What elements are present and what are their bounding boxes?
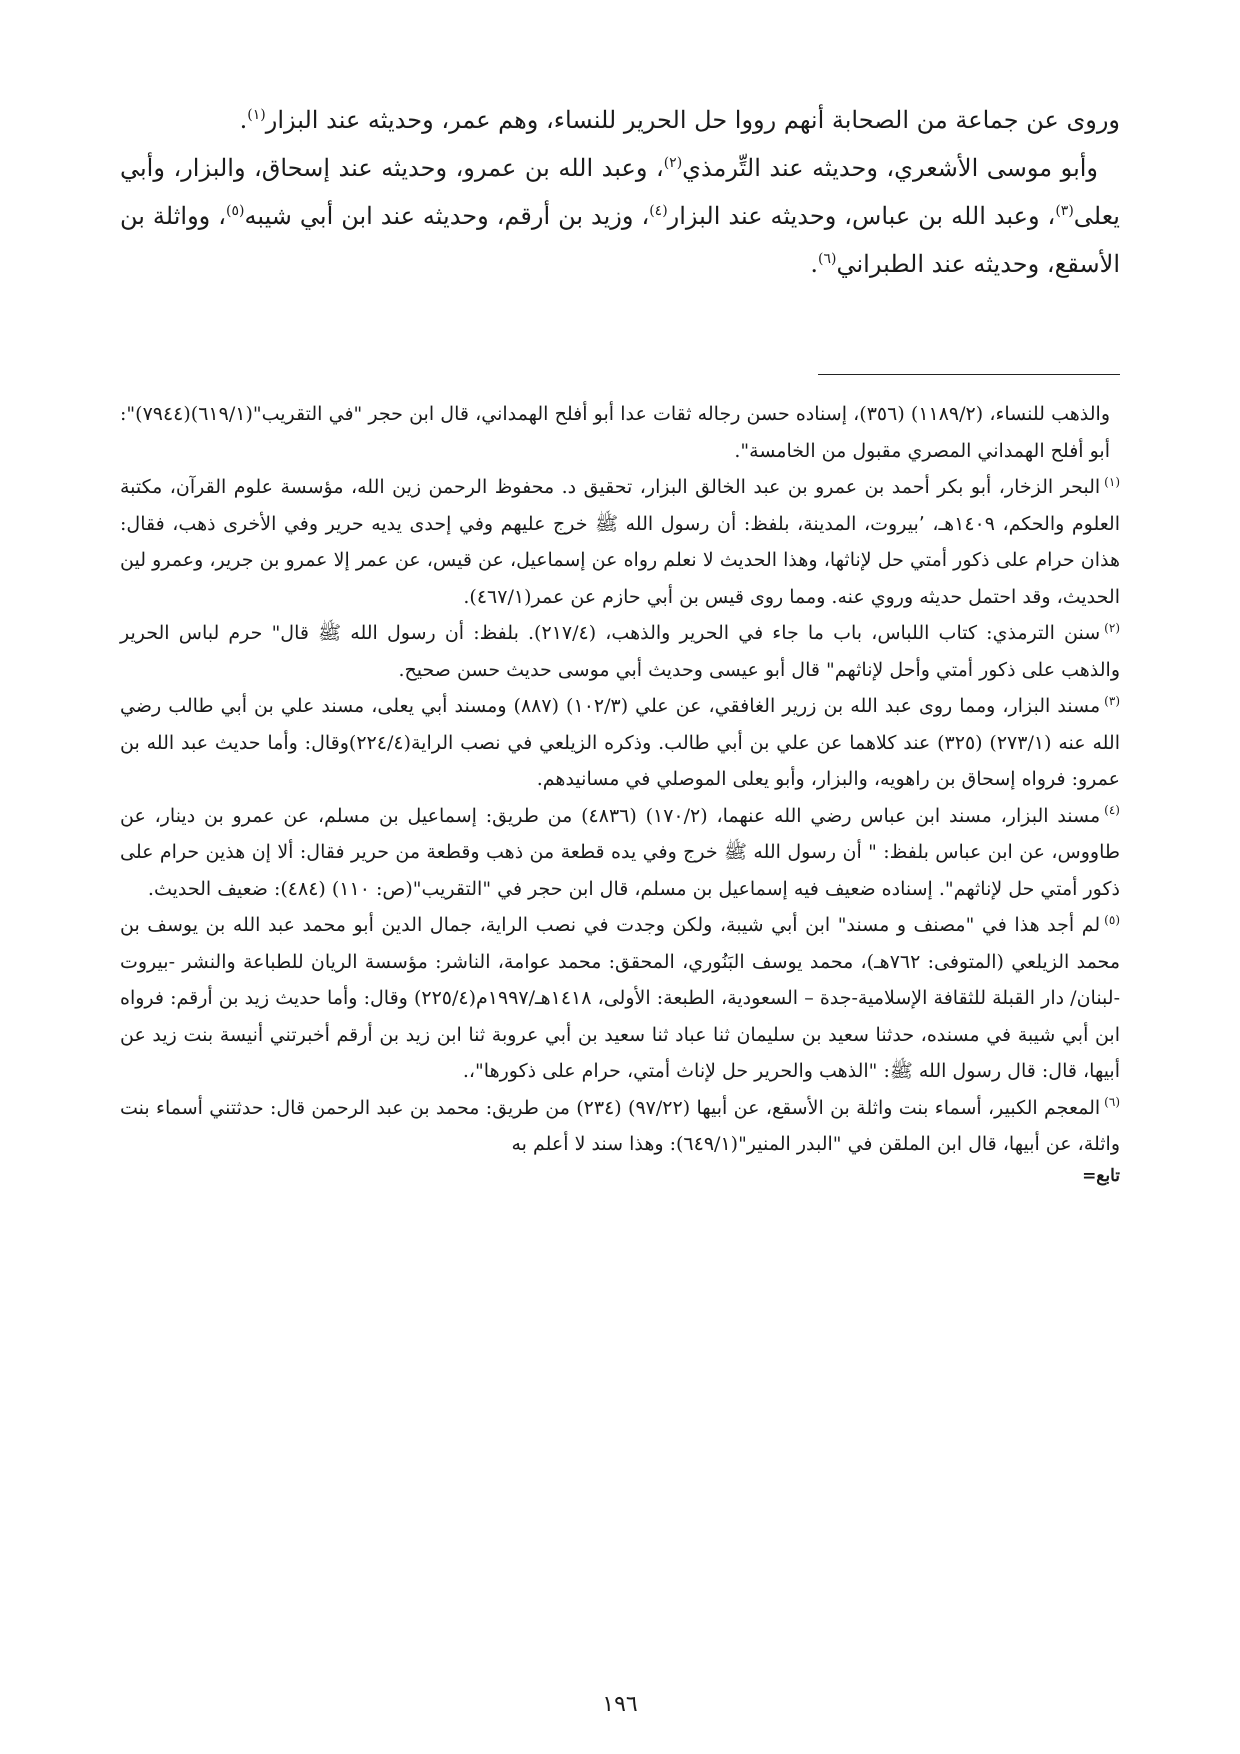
main-text-segment: ، وزيد بن أرقم، وحديثه عند ابن أبي شيبه xyxy=(244,202,650,230)
footnote-marker: (٦) xyxy=(1104,1095,1120,1110)
footnote-4 xyxy=(120,798,1120,908)
footnote-ref[interactable]: (٤) xyxy=(649,203,668,219)
main-text-segment: ، وعبد الله بن عباس، وحديثه عند البزار xyxy=(667,202,1056,230)
main-text-segment: . xyxy=(810,250,819,278)
main-text-segment: . xyxy=(239,106,248,134)
footnotes-section xyxy=(120,396,1120,1189)
document-page xyxy=(120,96,1120,1716)
footnote-text: سنن الترمذي: كتاب اللباس، باب ما جاء في الحرير والذهب، (٢١٧/٤). بلفظ: أن رسول الله ﷺ قال" حرم لباس الحرير والذهب على ذكور أمتي وأحل لإناثهم" قال أبو عيسى وحديث أبي موسى حديث حسن صحيح. xyxy=(120,622,1120,681)
footnote-marker: (٤) xyxy=(1104,803,1120,818)
footnote-text: البحر الزخار، أبو بكر أحمد بن عمرو بن عبد الخالق البزار، تحقيق د. محفوظ الرحمن زين الله، مؤسسة علوم القرآن، مكتبة العلوم والحكم، ١٤٠٩هـ، ٬بيروت، المدينة، بلفظ: أن رسول الله ﷺ خرج عليهم وفي إحدى يديه حرير وفي الأخرى ذهب، فقال: هذان حرام على ذكور أمتي حل لإناثها، وهذا الحديث لا نعلم رواه عن إسماعيل، عن قيس، عن عمر إلا عمرو بن جرير، وعمرو لين الحديث، وقد احتمل حديثه وروي عنه. ومما روى قيس بن أبي حازم عن عمر(٤٦٧/١). xyxy=(120,476,1120,608)
main-paragraph-1 xyxy=(120,96,1120,144)
footnote-separator xyxy=(818,374,1120,375)
footnote-5 xyxy=(120,907,1120,1090)
main-text-segment: وأبو موسى الأشعري، وحديثه عند التِّرمذي xyxy=(682,154,1099,182)
footnote-ref[interactable]: (٥) xyxy=(225,203,245,219)
footnote-ref[interactable]: (١) xyxy=(247,107,266,123)
main-text-segment: ، وعبد الله بن عمرو، وحديثه عند إسحاق، والبزار، وأبي يعلى xyxy=(120,154,1120,230)
footnote-ref[interactable]: (٦) xyxy=(818,251,837,267)
main-text-segment: وروى عن جماعة من الصحابة أنهم رووا حل الحرير للنساء، وهم عمر، وحديثه عند البزار xyxy=(265,106,1120,134)
footnote-text: مسند البزار، مسند ابن عباس رضي الله عنهما، (١٧٠/٢) (٤٨٣٦) من طريق: إسماعيل بن مسلم، عن عمرو بن دينار، عن طاووس، عن ابن عباس بلفظ: " أن رسول الله ﷺ خرج وفي يده قطعة من ذهب وقطعة من حرير فقال: ألا إن هذين حرام على ذكور أمتي حل لإناثهم". إسناده ضعيف فيه إسماعيل بن مسلم، قال ابن حجر في "التقريب"(ص: ١١٠) (٤٨٤): ضعيف الحديث. xyxy=(120,804,1120,900)
main-text xyxy=(120,96,1120,288)
footnote-3 xyxy=(120,688,1120,798)
footnote-marker: (٥) xyxy=(1104,912,1120,927)
footnote-ref[interactable]: (٢) xyxy=(663,155,683,171)
main-text-segment: ، وواثلة بن الأسقع، وحديثه عند الطبراني xyxy=(120,202,1120,278)
footnote-marker: (١) xyxy=(1104,474,1120,489)
footnote-continuation: والذهب للنساء، (١١٨٩/٢) (٣٥٦)، إسناده حسن رجاله ثقات عدا أبو أفلح الهمداني، قال ابن حجر "في التقريب"(٦١٩/١)(٧٩٤٤)": أبو أفلح الهمداني المصري مقبول من الخامسة". xyxy=(120,403,1110,462)
page-number: ١٩٦ xyxy=(602,1692,638,1717)
main-paragraph-2 xyxy=(120,144,1120,288)
footnote-continues-label: تابع= xyxy=(1082,1165,1120,1186)
footnote-text: لم أجد هذا في "مصنف و مسند" ابن أبي شيبة، ولكن وجدت في نصب الراية، جمال الدين أبو محمد عبد الله بن يوسف بن محمد الزيلعي (المتوفى: ٧٦٢هـ)، محمد يوسف البَنُوري، المحقق: محمد عوامة، الناشر: مؤسسة الريان للطباعة والنشر -بيروت -لبنان/ دار القبلة للثقافة الإسلامية-جدة – السعودية، الطبعة: الأولى، ١٤١٨هـ/١٩٩٧م(٢٢٥/٤) وقال: وأما حديث زيد بن أرقم: فرواه ابن أبي شيبة في مسنده، حدثنا سعيد بن سليمان ثنا عباد ثنا سعيد بن أبي عروبة ثنا ابن زيد بن أرقم أخبرتني أنيسة بنت زيد عن أبيها، قال: قال رسول الله ﷺ: "الذهب والحرير حل لإناث أمتي، حرام على ذكورها"،. xyxy=(120,914,1120,1082)
footnote-ref[interactable]: (٣) xyxy=(1055,203,1074,219)
footnote-6 xyxy=(120,1090,1120,1163)
footnote-marker: (٣) xyxy=(1104,693,1120,708)
footnote-text: مسند البزار، ومما روى عبد الله بن زرير الغافقي، عن علي (١٠٢/٣) (٨٨٧) ومسند أبي يعلى، مسند علي بن أبي طالب رضي الله عنه (٢٧٣/١) (٣٢٥) عند كلاهما عن علي بن أبي طالب. وذكره الزيلعي في نصب الراية(٢٢٤/٤)وقال: وأما حديث عبد الله بن عمرو: فرواه إسحاق بن راهويه، والبزار، وأبو يعلى الموصلي في مسانيدهم. xyxy=(120,695,1120,790)
footnote-text: المعجم الكبير، أسماء بنت واثلة بن الأسقع، عن أبيها (٩٧/٢٢) (٢٣٤) من طريق: محمد بن عبد الرحمن قال: حدثتني أسماء بنت واثلة، عن أبيها، قال ابن الملقن في "البدر المنير"(٦٤٩/١): وهذا سند لا أعلم به xyxy=(120,1096,1120,1155)
footnote-1 xyxy=(120,469,1120,615)
footnote-marker: (٢) xyxy=(1104,620,1120,635)
footnote-2 xyxy=(120,615,1120,688)
